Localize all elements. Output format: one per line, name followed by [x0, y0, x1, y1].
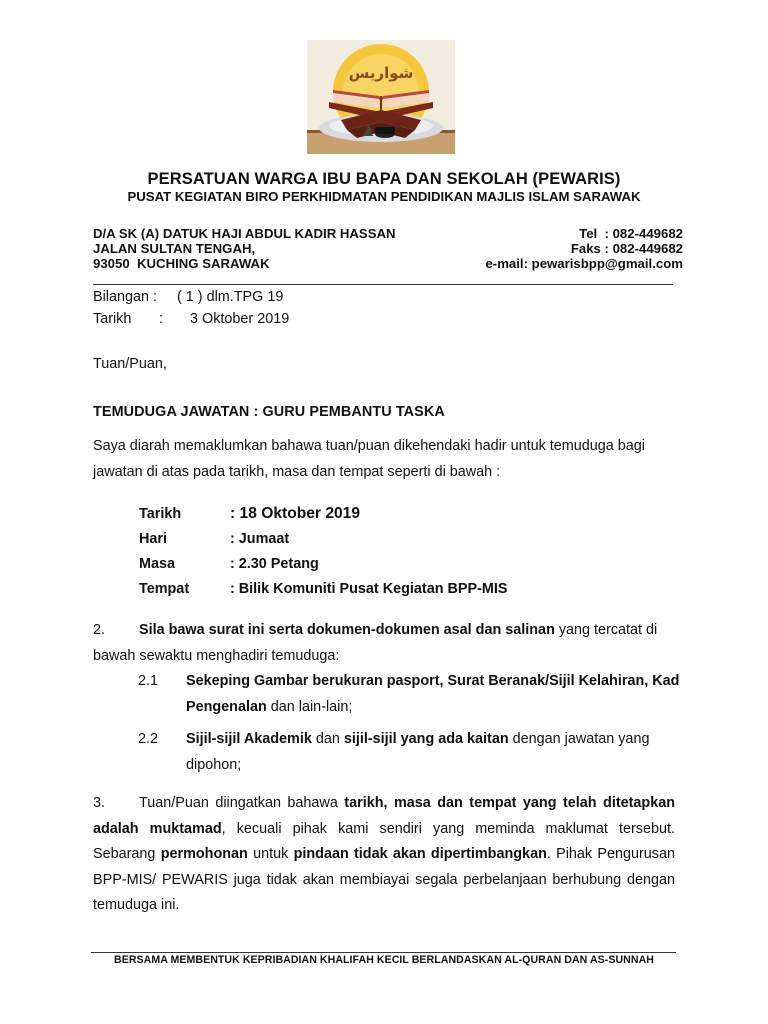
- svg-text:شواريس: شواريس: [348, 64, 414, 82]
- paragraph-number: 3.: [93, 795, 106, 811]
- tarikh-label: Tarikh: [93, 311, 132, 327]
- paragraph-3-text-2: , kecuali pihak kami sendiri yang meminda maklumat tersebut. Sebarang: [93, 820, 675, 862]
- intro-paragraph: Saya diarah memaklumkan bahawa tuan/puan dikehendaki hadir untuk temuduga bagi jawatan di atas pada tarikh, masa dan tempat seperti di bawah :: [93, 438, 646, 480]
- item-2-1-rest: dan lain-lain;: [266, 699, 353, 715]
- item-2-2-bold-1: Sijil-sijil Akademik: [186, 731, 312, 747]
- item-2-1-bold: Sekeping Gambar berukuran pasport, Surat Beranak/Sijil Kelahiran, Kad Pengenalan: [186, 673, 680, 715]
- org-name: PERSATUAN WARGA IBU BAPA DAN SEKOLAH (PEWARIS): [147, 170, 621, 188]
- tarikh-colon: :: [159, 311, 163, 327]
- paragraph-3-bold-3: pindaan tidak akan dipertimbangkan: [293, 846, 547, 862]
- address-line-1: D/A SK (A) DATUK HAJI ABDUL KADIR HASSAN: [93, 226, 396, 241]
- detail-label: Tarikh: [139, 505, 182, 522]
- paragraph-3-text-4: . Pihak Pengurusan BPP-MIS/ PEWARIS juga tidak akan membiayai segala perbelanjaan berhubung dengan temuduga ini.: [93, 846, 675, 913]
- item-2-2-text: [186, 726, 686, 778]
- letter-subject: TEMUDUGA JAWATAN : GURU PEMBANTU TASKA: [93, 404, 445, 420]
- bilangan-value: ( 1 ) dlm.TPG 19: [177, 289, 284, 305]
- address-line-3: 93050 KUCHING SARAWAK: [93, 256, 270, 272]
- bilangan-row: [93, 286, 289, 308]
- reference-block: [93, 286, 289, 330]
- detail-row-hari: [139, 526, 507, 551]
- detail-row-tempat: [139, 576, 507, 601]
- paragraph-number: 2.: [93, 622, 106, 638]
- paragraph-3-text-3: untuk: [247, 846, 294, 862]
- contact-block: [485, 226, 683, 272]
- detail-value: : 2.30 Petang: [230, 555, 319, 572]
- contact-tel: Tel : 082-449682: [579, 226, 683, 241]
- item-2-1: [138, 668, 686, 720]
- detail-value: : Jumaat: [230, 530, 290, 547]
- detail-value: : 18 Oktober 2019: [230, 504, 361, 522]
- item-2-2: [138, 726, 686, 778]
- footer-divider: [91, 952, 676, 953]
- address-block: [93, 226, 396, 272]
- detail-row-masa: [139, 551, 507, 576]
- item-2-2-bold-2: sijil-sijil yang ada kaitan: [343, 731, 509, 747]
- pewaris-logo: [307, 40, 455, 154]
- org-subtitle: PUSAT KEGIATAN BIRO PERKHIDMATAN PENDIDIKAN MAJLIS ISLAM SARAWAK: [127, 189, 641, 204]
- detail-label: Tempat: [139, 580, 190, 597]
- tarikh-value: 3 Oktober 2019: [190, 311, 290, 327]
- paragraph-2-bold: Sila bawa surat ini serta dokumen-dokumen asal dan salinan: [139, 622, 555, 638]
- quran-stand-logo-icon: [307, 40, 455, 154]
- item-2-1-text: [186, 668, 686, 720]
- paragraph-3-bold-2: permohonan: [160, 846, 248, 862]
- detail-label: Masa: [139, 555, 175, 572]
- paragraph-3-text-1: Tuan/Puan diingatkan bahawa: [139, 795, 345, 811]
- detail-label: Hari: [139, 530, 167, 547]
- item-2-2-mid: dan: [311, 731, 344, 747]
- paragraph-3: [93, 791, 675, 919]
- tarikh-row: [93, 308, 289, 330]
- detail-value: : Bilik Komuniti Pusat Kegiatan BPP-MIS: [230, 580, 508, 597]
- item-number: 2.1: [138, 673, 159, 689]
- item-2-2-rest: dengan jawatan yang dipohon;: [186, 731, 650, 773]
- detail-row-tarikh: [139, 501, 507, 526]
- paragraph-2-rest: yang tercatat di bawah sewaktu menghadiri temuduga:: [93, 622, 658, 664]
- contact-email: e-mail: pewarisbpp@gmail.com: [485, 256, 683, 272]
- paragraph-3-bold-1: tarikh, masa dan tempat yang telah ditetapkan adalah muktamad: [93, 795, 675, 837]
- address-line-2: JALAN SULTAN TENGAH,: [93, 241, 256, 257]
- header-divider: [93, 284, 673, 285]
- item-number: 2.2: [138, 731, 159, 747]
- interview-details: [139, 501, 507, 601]
- paragraph-2: [93, 617, 683, 669]
- footer-motto: BERSAMA MEMBENTUK KEPRIBADIAN KHALIFAH KECIL BERLANDASKAN AL-QURAN DAN AS-SUNNAH: [114, 954, 654, 966]
- bilangan-label: Bilangan :: [93, 289, 158, 305]
- greeting: Tuan/Puan,: [93, 356, 167, 372]
- contact-fax: Faks : 082-449682: [570, 241, 683, 257]
